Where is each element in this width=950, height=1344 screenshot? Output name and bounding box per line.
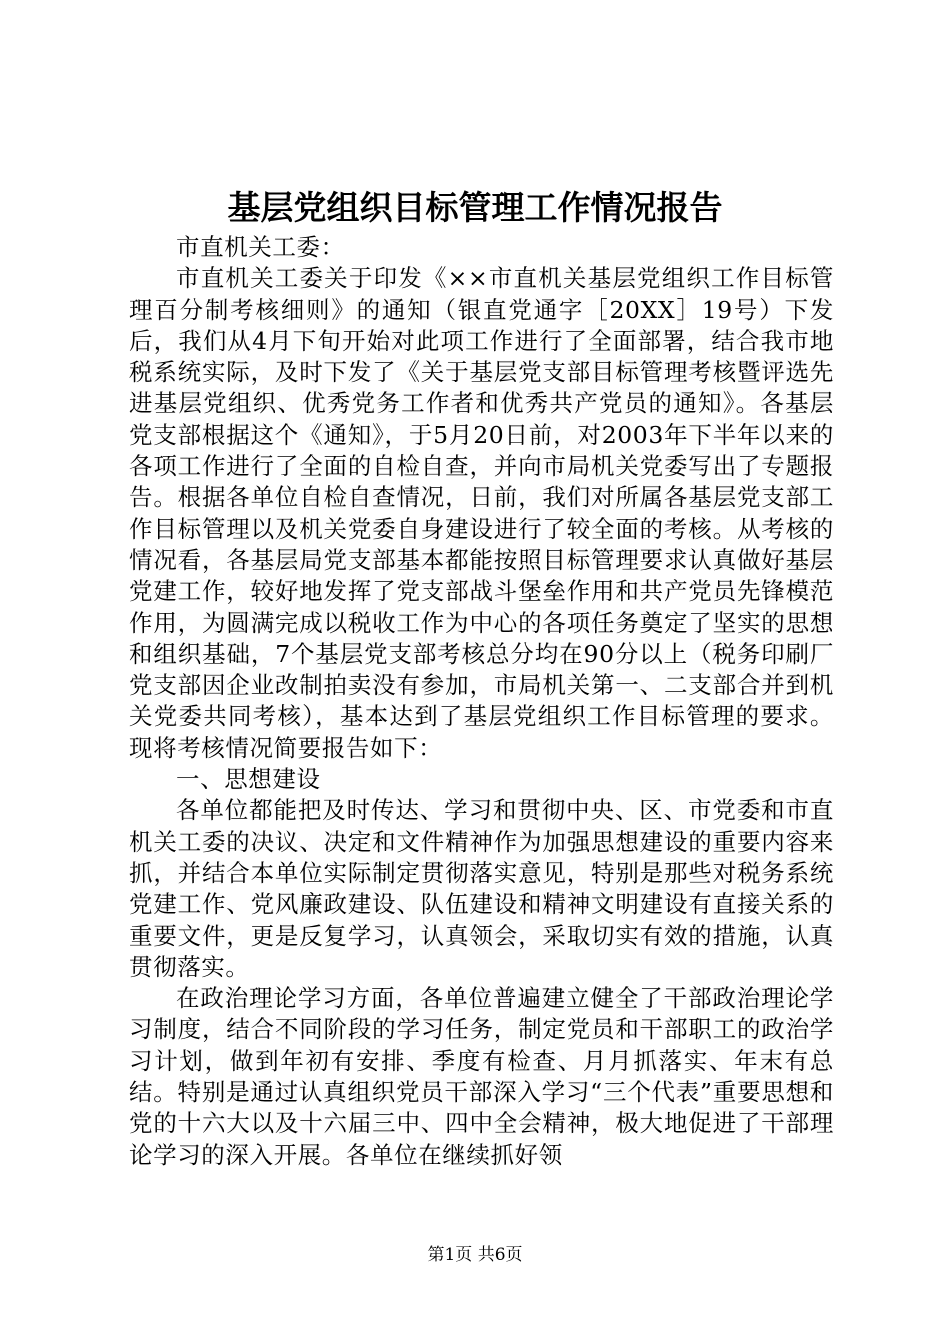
section-heading: 一、思想建设 [176,765,321,794]
paragraph: 各单位都能把及时传达、学习和贯彻中央、区、市党委和市直机关工委的决议、决定和文件精神作为加强思想建设的重要内容来抓，并结合本单位实际制定贯彻落实意见，特别是那些对税务系统党建工作、党风廉政建设、队伍建设和精神文明建设有直接关系的重要文件，更是反复学习，认真领会，采取切实有效的措施，认真贯彻落实。 [129,796,834,981]
paragraph: 在政治理论学习方面，各单位普遍建立健全了干部政治理论学习制度，结合不同阶段的学习任务，制定党员和干部职工的政治学习计划，做到年初有安排、季度有检查、月月抓落实、年末有总结。特别是通过认真组织党员干部深入学习“三个代表”重要思想和党的十六大以及十六届三中、四中全会精神，极大地促进了干部理论学习的深入开展。各单位在继续抓好领 [129,984,834,1169]
salutation: 市直机关工委： [176,233,345,261]
page-number-footer: 第1页 共6页 [427,1245,523,1265]
document-body [129,232,834,1171]
document-title: 基层党组织目标管理工作情况报告 [227,188,723,227]
paragraph-intro: 市直机关工委关于印发《××市直机关基层党组织工作目标管理百分制考核细则》的通知（银直党通字［20XX］19号）下发后，我们从4月下旬开始对此项工作进行了全面部署，结合我市地税系统实际，及时下发了《关于基层党支部目标管理考核暨评选先进基层党组织、优秀党务工作者和优秀共产党员的通知》。各基层党支部根据这个《通知》，于5月20日前，对2003年下半年以来的各项工作进行了全面的自检自查，并向市局机关党委写出了专题报告。根据各单位自检自查情况，日前，我们对所属各基层党支部工作目标管理以及机关党委自身建设进行了较全面的考核。从考核的情况看，各基层局党支部基本都能按照目标管理要求认真做好基层党建工作，较好地发挥了党支部战斗堡垒作用和共产党员先锋模范作用，为圆满完成以税收工作为中心的各项任务奠定了坚实的思想和组织基础，7个基层党支部考核总分均在90分以上（税务印刷厂党支部因企业改制拍卖没有参加，市局机关第一、二支部合并到机关党委共同考核），基本达到了基层党组织工作目标管理的要求。现将考核情况简要报告如下： [129,264,834,762]
